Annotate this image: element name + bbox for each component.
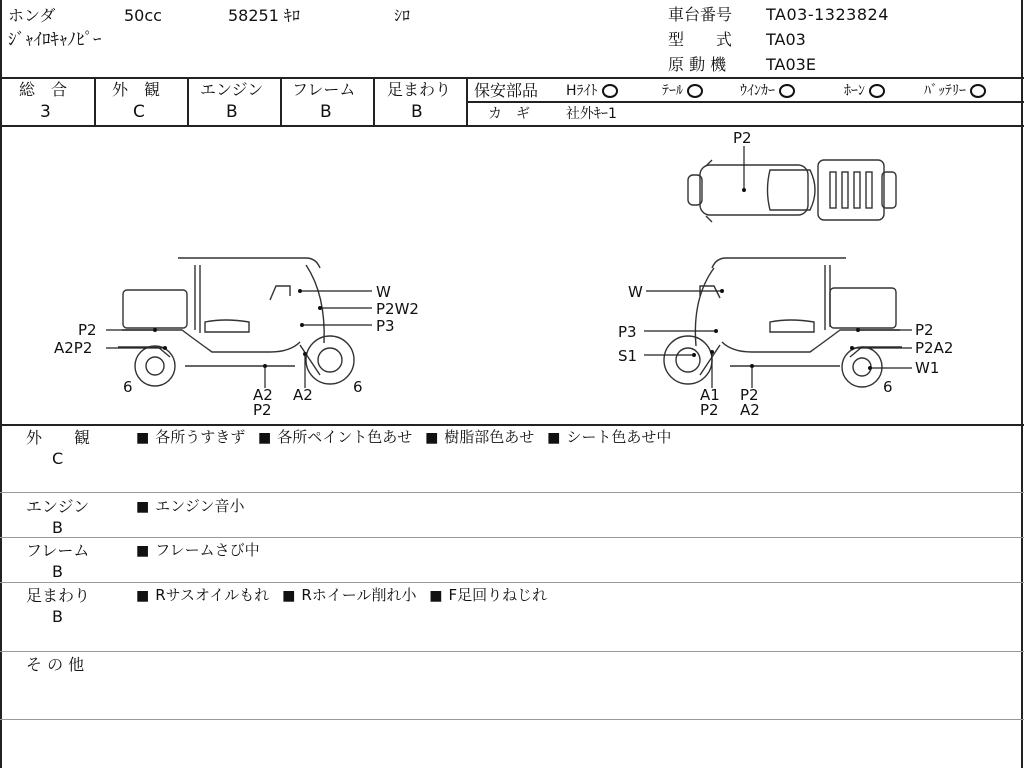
remark-item: エンジン音小 (155, 497, 245, 515)
suspension-grade: B (411, 102, 423, 122)
maker: ホンダ (8, 6, 56, 25)
frame-no: TA03-1323824 (766, 5, 889, 24)
ok-circle-icon (779, 84, 795, 98)
remark-exterior-grade: C (52, 449, 64, 468)
top-view-scooter (688, 160, 896, 222)
safety-tail (662, 82, 703, 100)
bullet-square-icon: ■ (258, 430, 272, 446)
left-p2-bottom: P2 (253, 401, 272, 419)
engine-label: 原 動 機 (668, 55, 727, 74)
left-p2w2: P2W2 (376, 300, 419, 318)
left-p3: P3 (376, 317, 395, 335)
damage-diagram (0, 127, 1024, 425)
grade-divider (94, 77, 96, 125)
key-label: カ ギ (488, 106, 530, 122)
left-a2p2: A2P2 (54, 339, 93, 357)
left-a2-bottom: A2 (253, 386, 273, 404)
safety-horn (844, 82, 885, 100)
rule-remark (0, 492, 1024, 493)
remark-suspension-grade: B (52, 607, 63, 626)
left-a2-front: A2 (293, 386, 313, 404)
rule-diagram (0, 424, 1024, 426)
safety-headlight (566, 82, 618, 100)
safety-battery-name: ﾊﾞｯﾃﾘｰ (924, 83, 966, 99)
model-name: ｼﾞｬｲﾛｷｬﾉﾋﾟｰ (8, 30, 102, 50)
right-w: W (628, 283, 643, 301)
right-p2-a: P2 (700, 401, 719, 419)
color: ｼﾛ (394, 6, 411, 25)
exterior-grade: C (133, 102, 145, 122)
mileage: 58251 ｷﾛ (228, 6, 300, 25)
key-value: 社外ｷｰ1 (566, 106, 617, 122)
remark-frame-label: フレーム (26, 541, 90, 560)
left-view-scooter (118, 258, 354, 386)
left-tire-front: 6 (353, 378, 363, 396)
left-tire-rear: 6 (123, 378, 133, 396)
remark-suspension-label: 足まわり (26, 586, 91, 605)
ok-circle-icon (869, 84, 885, 98)
safety-winker (740, 82, 795, 100)
bullet-square-icon: ■ (136, 543, 150, 559)
safety-label: 保安部品 (474, 81, 539, 100)
safety-winker-name: ｳｲﾝｶｰ (740, 83, 775, 99)
ok-circle-icon (602, 84, 618, 98)
exterior-label: 外 観 (112, 80, 161, 99)
bullet-square-icon: ■ (136, 499, 150, 515)
right-a2: A2 (740, 401, 760, 419)
right-p2a2: P2A2 (915, 339, 954, 357)
displacement: 50cc (124, 6, 162, 25)
bullet-square-icon: ■ (429, 588, 443, 604)
bullet-square-icon: ■ (425, 430, 439, 446)
safety-battery (924, 82, 986, 100)
bullet-square-icon: ■ (136, 588, 150, 604)
engine-grade: B (226, 102, 238, 122)
remark-exterior-items (136, 428, 671, 447)
remark-suspension-items (136, 586, 547, 605)
frame-grade: B (320, 102, 332, 122)
overall-grade: 3 (40, 102, 51, 122)
right-view-scooter (664, 258, 902, 387)
remark-other-label: そ の 他 (26, 655, 85, 674)
safety-horn-name: ﾎｰﾝ (844, 83, 865, 99)
left-w: W (376, 283, 391, 301)
ok-circle-icon (970, 84, 986, 98)
ok-circle-icon (687, 84, 703, 98)
engine-value: TA03E (766, 55, 816, 74)
remark-engine-grade: B (52, 518, 63, 537)
grade-divider (280, 77, 282, 125)
rule-safety (466, 101, 1024, 103)
remark-item: シート色あせ中 (566, 428, 672, 446)
remark-item: Rホイール削れ小 (301, 586, 417, 604)
type-value: TA03 (766, 30, 806, 49)
remark-item: Rサスオイルもれ (155, 586, 270, 604)
frame-no-label: 車台番号 (668, 5, 733, 24)
safety-tail-name: ﾃｰﾙ (662, 83, 683, 99)
right-a1: A1 (700, 386, 720, 404)
type-label: 型 式 (668, 30, 733, 49)
engine-grade-label: エンジン (200, 80, 264, 99)
rule-header (0, 77, 1024, 79)
remark-engine-label: エンジン (26, 497, 90, 516)
rule-remark (0, 719, 1024, 720)
remark-item: 各所うすきず (155, 428, 246, 446)
remark-item: F足回りねじれ (448, 586, 548, 604)
grade-divider (187, 77, 189, 125)
frame-grade-label: フレーム (292, 80, 356, 99)
right-p2: P2 (915, 321, 934, 339)
bullet-square-icon: ■ (136, 430, 150, 446)
remark-frame-grade: B (52, 562, 63, 581)
rule-remark (0, 582, 1024, 583)
suspension-grade-label: 足まわり (387, 80, 452, 99)
remark-engine-items (136, 497, 245, 516)
remark-item: フレームさび中 (155, 541, 260, 559)
right-tire-rear: 6 (883, 378, 893, 396)
grade-divider (373, 77, 375, 125)
remark-exterior-label: 外 観 (26, 428, 91, 447)
right-s1: S1 (618, 347, 638, 365)
top-label: P2 (733, 129, 752, 147)
right-w1: W1 (915, 359, 940, 377)
remark-item: 樹脂部色あせ (444, 428, 535, 446)
right-p3: P3 (618, 323, 637, 341)
bullet-square-icon: ■ (282, 588, 296, 604)
remark-item: 各所ペイント色あせ (277, 428, 413, 446)
bullet-square-icon: ■ (547, 430, 561, 446)
left-p2: P2 (78, 321, 97, 339)
overall-label: 総 合 (19, 80, 68, 99)
right-p2-b: P2 (740, 386, 759, 404)
remark-frame-items (136, 541, 260, 560)
rule-remark (0, 651, 1024, 652)
safety-headlight-name: Hﾗｲﾄ (566, 83, 598, 99)
rule-remark (0, 537, 1024, 538)
